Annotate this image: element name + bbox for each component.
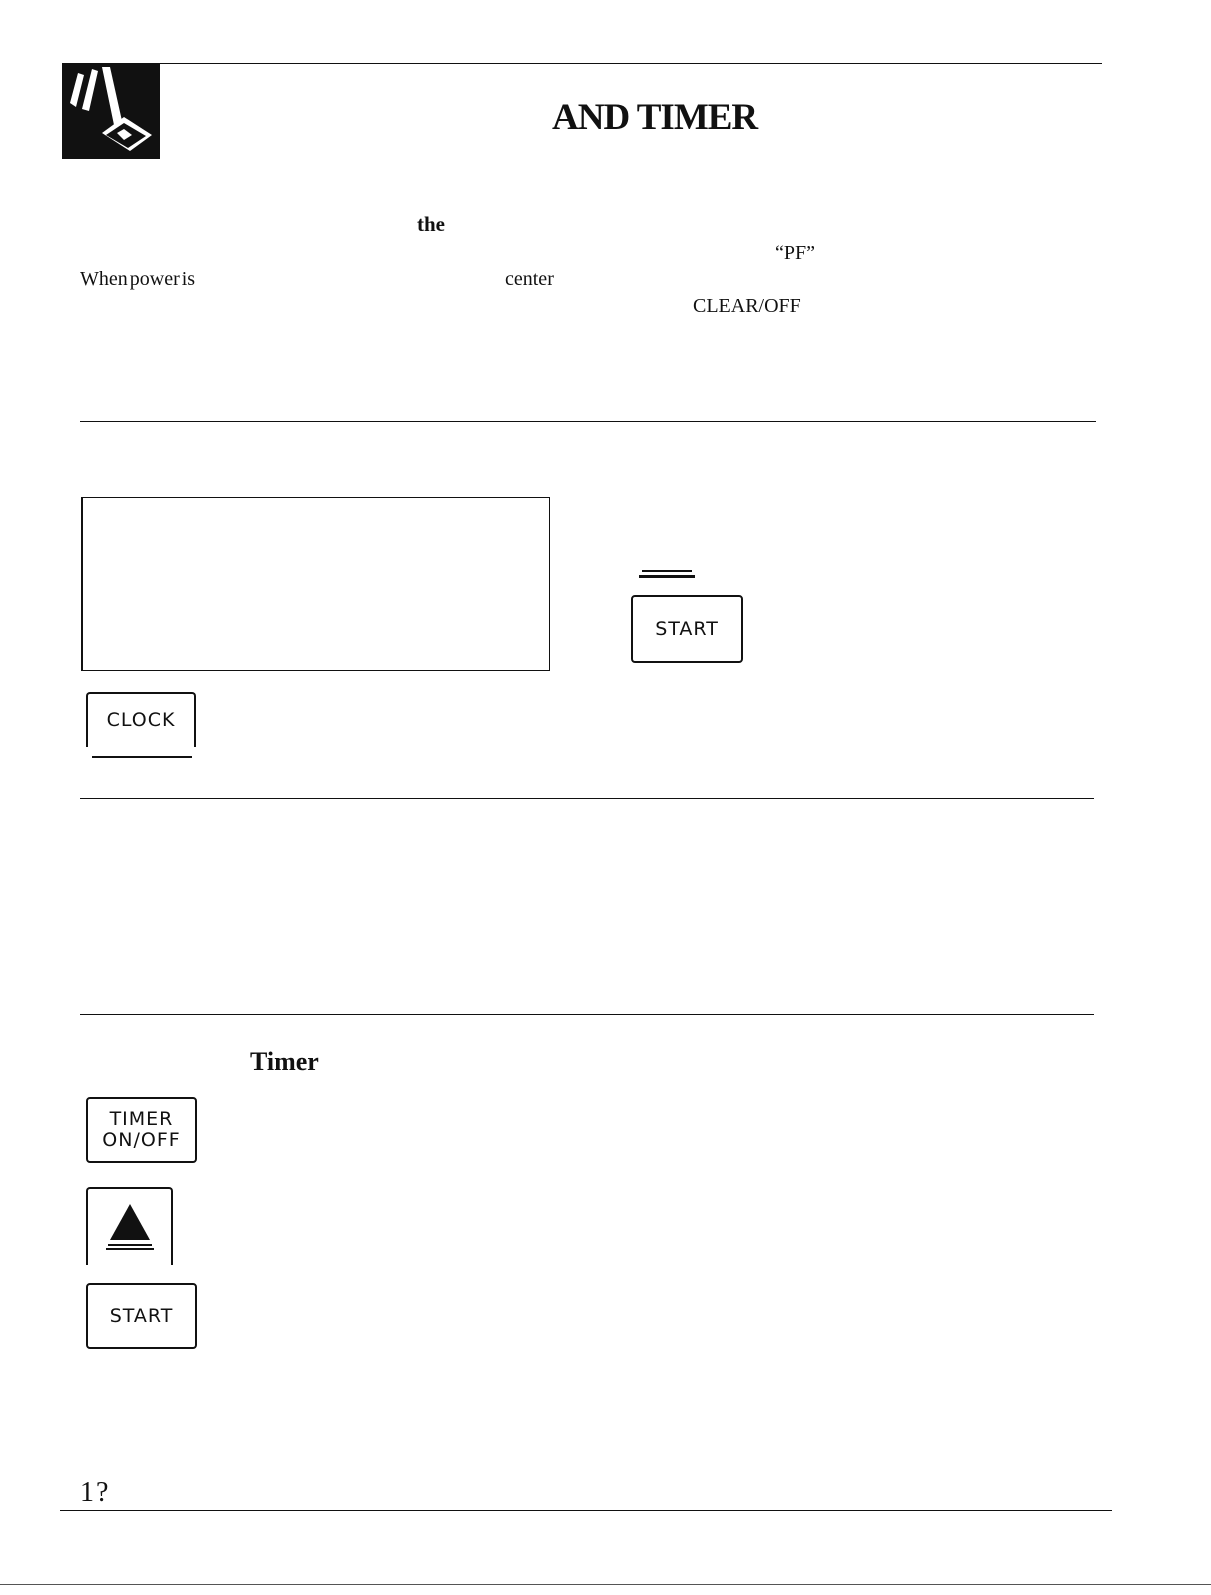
start-button-timer[interactable]: [86, 1283, 197, 1349]
clock-button-label: CLOCK: [106, 709, 176, 731]
clock-button[interactable]: [86, 692, 196, 747]
display-panel: [81, 497, 550, 671]
top-rule: [62, 63, 1102, 64]
section-divider-3: [80, 1014, 1094, 1015]
timer-on-off-button[interactable]: [86, 1097, 197, 1163]
start-button-timer-label: START: [109, 1304, 174, 1327]
bottom-edge-rule: [0, 1584, 1211, 1585]
section-divider-2: [80, 798, 1094, 799]
clock-button-underline: [92, 756, 192, 758]
intro-word-the: the: [417, 212, 445, 236]
start-button-clock[interactable]: [631, 595, 743, 663]
up-arrow-button[interactable]: [86, 1187, 173, 1265]
section-divider-1: [80, 421, 1096, 422]
page-heading: AND TIMER: [552, 97, 758, 138]
hand-pressing-button-icon: [62, 63, 160, 159]
intro-when-power-is: When power is: [80, 268, 196, 290]
double-bar-icon: [639, 565, 695, 583]
intro-word-center: center: [505, 268, 554, 290]
timer-on-off-button-label: TIMER ON/OFF: [102, 1108, 181, 1151]
start-button-clock-label: START: [655, 617, 719, 640]
intro-pf-code: “PF”: [775, 242, 815, 264]
timer-heading: Timer: [250, 1047, 319, 1076]
up-arrow-icon: [104, 1200, 156, 1255]
footer-rule: [60, 1510, 1112, 1511]
intro-clear-off: CLEAR/OFF: [693, 295, 801, 317]
page-number: 1?: [80, 1477, 111, 1508]
